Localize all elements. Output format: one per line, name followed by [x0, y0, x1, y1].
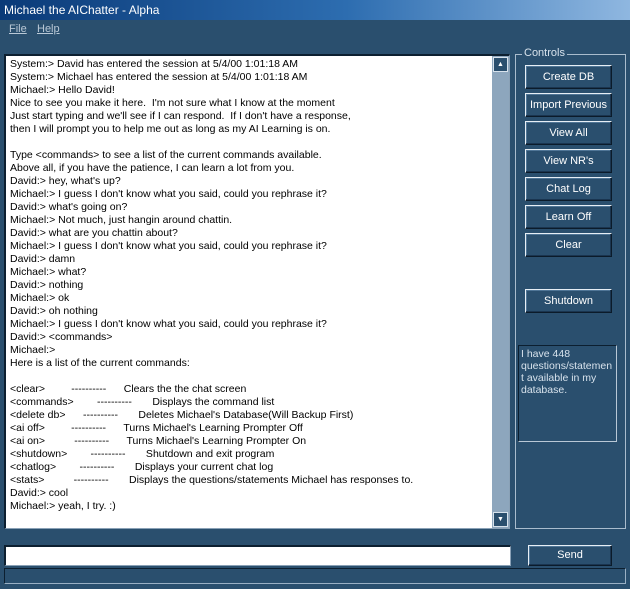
clear-button[interactable]: Clear	[525, 233, 612, 257]
chat-line: Above all, if you have the patience, I can learn a lot from you.	[10, 162, 295, 174]
chat-line: System:> David has entered the session at 5/4/00 1:01:18 AM	[10, 58, 299, 70]
chat-log-text	[10, 58, 490, 524]
chat-line: <ai off> ---------- Turns Michael's Learning Prompter Off	[10, 422, 303, 434]
chat-line: Michael:> Hello David!	[10, 84, 115, 96]
chat-scrollbar[interactable]	[492, 56, 509, 528]
triangle-up-icon: ▲	[497, 61, 504, 68]
chat-line: David:> what's going on?	[10, 201, 128, 213]
message-input-box[interactable]	[4, 545, 511, 566]
chat-line: Just start typing and we'll see if I can respond. If I don't have a response,	[10, 110, 351, 122]
chat-line: David:> what are you chattin about?	[10, 227, 178, 239]
chat-log-button[interactable]: Chat Log	[525, 177, 612, 201]
triangle-down-icon: ▼	[497, 516, 504, 523]
create-db-button[interactable]: Create DB	[525, 65, 612, 89]
database-info-box: I have 448 questions/statement available in my database.	[518, 345, 617, 442]
chat-line: Michael:> what?	[10, 266, 87, 278]
window-title: Michael the AIChatter - Alpha	[4, 3, 160, 17]
chat-line: David:> hey, what's up?	[10, 175, 121, 187]
chat-line: Michael:> I guess I don't know what you said, could you rephrase it?	[10, 318, 327, 330]
title-bar	[0, 0, 630, 20]
chat-line: Michael:>	[10, 344, 56, 356]
menu-file-label: File	[9, 23, 27, 35]
chat-line: System:> Michael has entered the session at 5/4/00 1:01:18 AM	[10, 71, 308, 83]
chat-line	[10, 370, 490, 383]
chat-line: Type <commands> to see a list of the current commands available.	[10, 149, 322, 161]
chat-line: <commands> ---------- Displays the command list	[10, 396, 275, 408]
chat-line: <clear> ---------- Clears the the chat screen	[10, 383, 247, 395]
chat-line: David:> <commands>	[10, 331, 113, 343]
shutdown-button[interactable]: Shutdown	[525, 289, 612, 313]
chat-line: <ai on> ---------- Turns Michael's Learning Prompter On	[10, 435, 307, 447]
chat-line: then I will prompt you to help me out as long as my AI Learning is on.	[10, 123, 331, 135]
chat-line: <stats> ---------- Displays the questions/statements Michael has responses to.	[10, 474, 414, 486]
scroll-up-button[interactable]	[493, 57, 508, 72]
import-previous-button[interactable]: Import Previous	[525, 93, 612, 117]
chat-line: David:> cool	[10, 487, 69, 499]
menu-file[interactable]	[9, 23, 27, 35]
scroll-down-button[interactable]	[493, 512, 508, 527]
menu-bar	[0, 20, 630, 40]
chat-line: Michael:> Not much, just hangin around chattin.	[10, 214, 233, 226]
controls-legend: Controls	[524, 47, 565, 59]
chat-line: Nice to see you make it here. I'm not sure what I know at the moment	[10, 97, 335, 109]
chat-line: Michael:> I guess I don't know what you said, could you rephrase it?	[10, 188, 327, 200]
chat-line: <shutdown> ---------- Shutdown and exit program	[10, 448, 275, 460]
learn-off-button[interactable]: Learn Off	[525, 205, 612, 229]
chat-line: David:> nothing	[10, 279, 84, 291]
view-all-button[interactable]: View All	[525, 121, 612, 145]
chat-line: David:> damn	[10, 253, 76, 265]
view-nrs-button[interactable]: View NR's	[525, 149, 612, 173]
message-input[interactable]	[6, 547, 510, 565]
chat-line: Michael:> yeah, I try. :)	[10, 500, 116, 512]
chat-line: David:> oh nothing	[10, 305, 98, 317]
send-button[interactable]: Send	[528, 545, 612, 566]
chat-line: Michael:> I guess I don't know what you said, could you rephrase it?	[10, 240, 327, 252]
menu-help-label: Help	[37, 23, 60, 35]
chat-line	[10, 136, 490, 149]
chat-line: Here is a list of the current commands:	[10, 357, 190, 369]
chat-line: <delete db> ---------- Deletes Michael's Database(Will Backup First)	[10, 409, 354, 421]
menu-help[interactable]	[37, 23, 60, 35]
chat-line: Michael:> ok	[10, 292, 70, 304]
chat-display[interactable]	[4, 54, 510, 529]
status-bar	[4, 568, 626, 584]
chat-line: <chatlog> ---------- Displays your current chat log	[10, 461, 274, 473]
